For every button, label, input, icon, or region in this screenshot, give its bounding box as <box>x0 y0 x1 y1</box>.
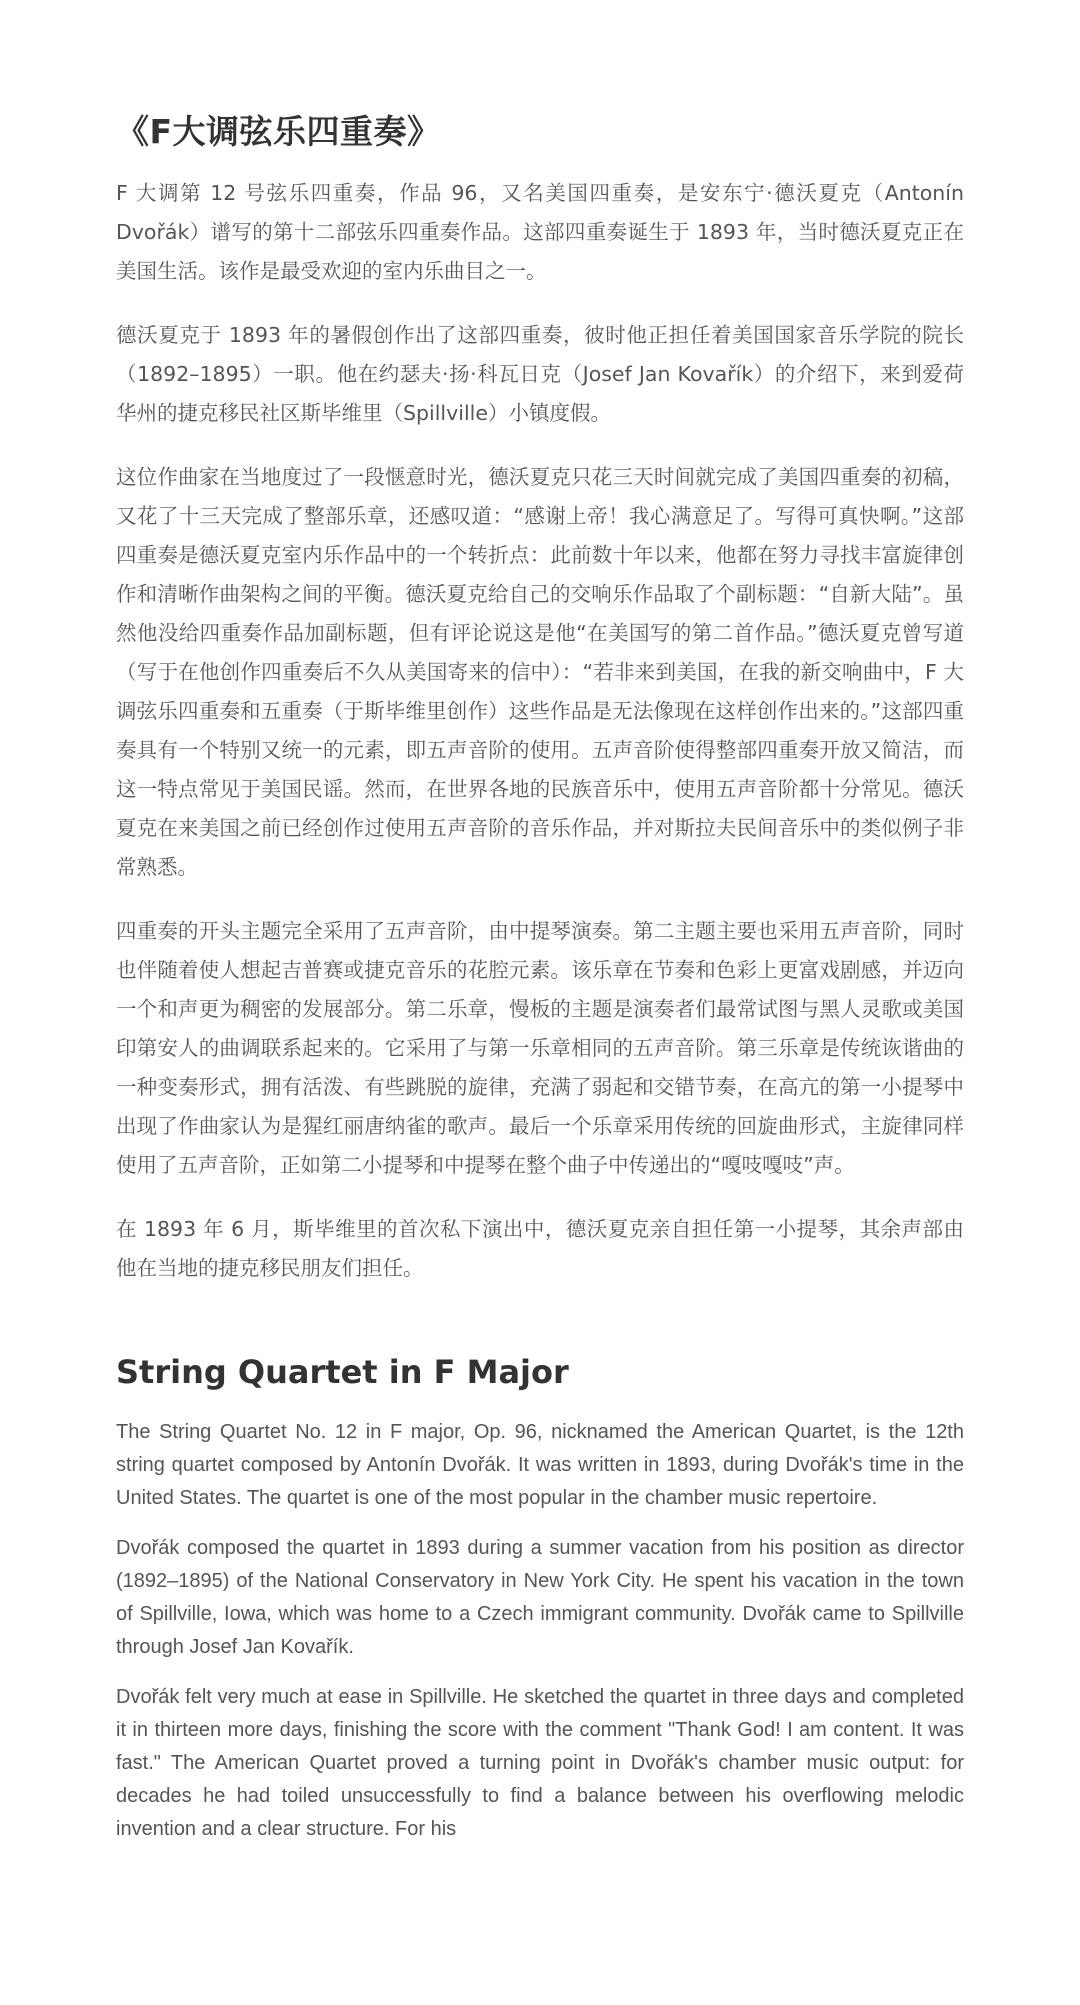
english-title: String Quartet in F Major <box>116 1353 569 1391</box>
chinese-section <box>116 108 964 1313</box>
chinese-paragraph-3: 这位作曲家在当地度过了一段惬意时光，德沃夏克只花三天时间就完成了美国四重奏的初稿，又花了十三天完成了整部乐章，还感叹道：“感谢上帝！我心满意足了。写得可真快啊。”这部四重奏是德沃夏克室内乐作品中的一个转折点：此前数十年以来，他都在努力寻找丰富旋律创作和清晰作曲架构之间的平衡。德沃夏克给自己的交响乐作品取了个副标题：“自新大陆”。虽然他没给四重奏作品加副标题，但有评论说这是他“在美国写的第二首作品。”德沃夏克曾写道（写于在他创作四重奏后不久从美国寄来的信中）：“若非来到美国，在我的新交响曲中，F 大调弦乐四重奏和五重奏（于斯毕维里创作）这些作品是无法像现在这样创作出来的。”这部四重奏具有一个特别又统一的元素，即五声音阶的使用。五声音阶使得整部四重奏开放又简洁，而这一特点常见于美国民谣。然而，在世界各地的民族音乐中，使用五声音阶都十分常见。德沃夏克在来美国之前已经创作过使用五声音阶的音乐作品，并对斯拉夫民间音乐中的类似例子非常熟悉。 <box>116 465 964 879</box>
chinese-paragraph-1: F 大调第 12 号弦乐四重奏，作品 96，又名美国四重奏，是安东宁·德沃夏克（Antonín Dvořák）谱写的第十二部弦乐四重奏作品。这部四重奏诞生于 1893 年，当时德沃夏克正在美国生活。该作是最受欢迎的室内乐曲目之一。 <box>116 181 964 283</box>
chinese-paragraph-4: 四重奏的开头主题完全采用了五声音阶，由中提琴演奏。第二主题主要也采用五声音阶，同时也伴随着使人想起吉普赛或捷克音乐的花腔元素。该乐章在节奏和色彩上更富戏剧感，并迈向一个和声更为稠密的发展部分。第二乐章，慢板的主题是演奏者们最常试图与黑人灵歌或美国印第安人的曲调联系起来的。它采用了与第一乐章相同的五声音阶。第三乐章是传统诙谐曲的一种变奏形式，拥有活泼、有些跳脱的旋律，充满了弱起和交错节奏，在高亢的第一小提琴中出现了作曲家认为是猩红丽唐纳雀的歌声。最后一个乐章采用传统的回旋曲形式，主旋律同样使用了五声音阶，正如第二小提琴和中提琴在整个曲子中传递出的“嘎吱嘎吱”声。 <box>116 919 964 1177</box>
english-paragraph-2: Dvořák composed the quartet in 1893 during a summer vacation from his position as director (1892–1895) of the National Conservatory in New York City. He spent his vacation in the town of Spillville, Iowa, which was home to a Czech immigrant community. Dvořák came to Spillville through Josef Jan Kovařík. <box>116 1537 964 1658</box>
chinese-paragraph-2: 德沃夏克于 1893 年的暑假创作出了这部四重奏，彼时他正担任着美国国家音乐学院的院长（1892–1895）一职。他在约瑟夫·扬·科瓦日克（Josef Jan Kovařík）的介绍下，来到爱荷华州的捷克移民社区斯毕维里（Spillville）小镇度假。 <box>116 323 964 425</box>
english-section <box>116 1350 964 1863</box>
chinese-paragraph-5: 在 1893 年 6 月，斯毕维里的首次私下演出中，德沃夏克亲自担任第一小提琴，其余声部由他在当地的捷克移民朋友们担任。 <box>116 1217 964 1280</box>
english-paragraph-1: The String Quartet No. 12 in F major, Op. 96, nicknamed the American Quartet, is the 12th string quartet composed by Antonín Dvořák. It was written in 1893, during Dvořák's time in the United States. The quartet is one of the most popular in the chamber music repertoire. <box>116 1421 964 1509</box>
english-paragraph-3: Dvořák felt very much at ease in Spillville. He sketched the quartet in three days and completed it in thirteen more days, finishing the score with the comment "Thank God! I am content. It was fast." The American Quartet proved a turning point in Dvořák's chamber music output: for decades he had toiled unsuccessfully to find a balance between his overflowing melodic invention and a clear structure. For his <box>116 1686 964 1840</box>
chinese-title: 《F大调弦乐四重奏》 <box>116 112 441 151</box>
